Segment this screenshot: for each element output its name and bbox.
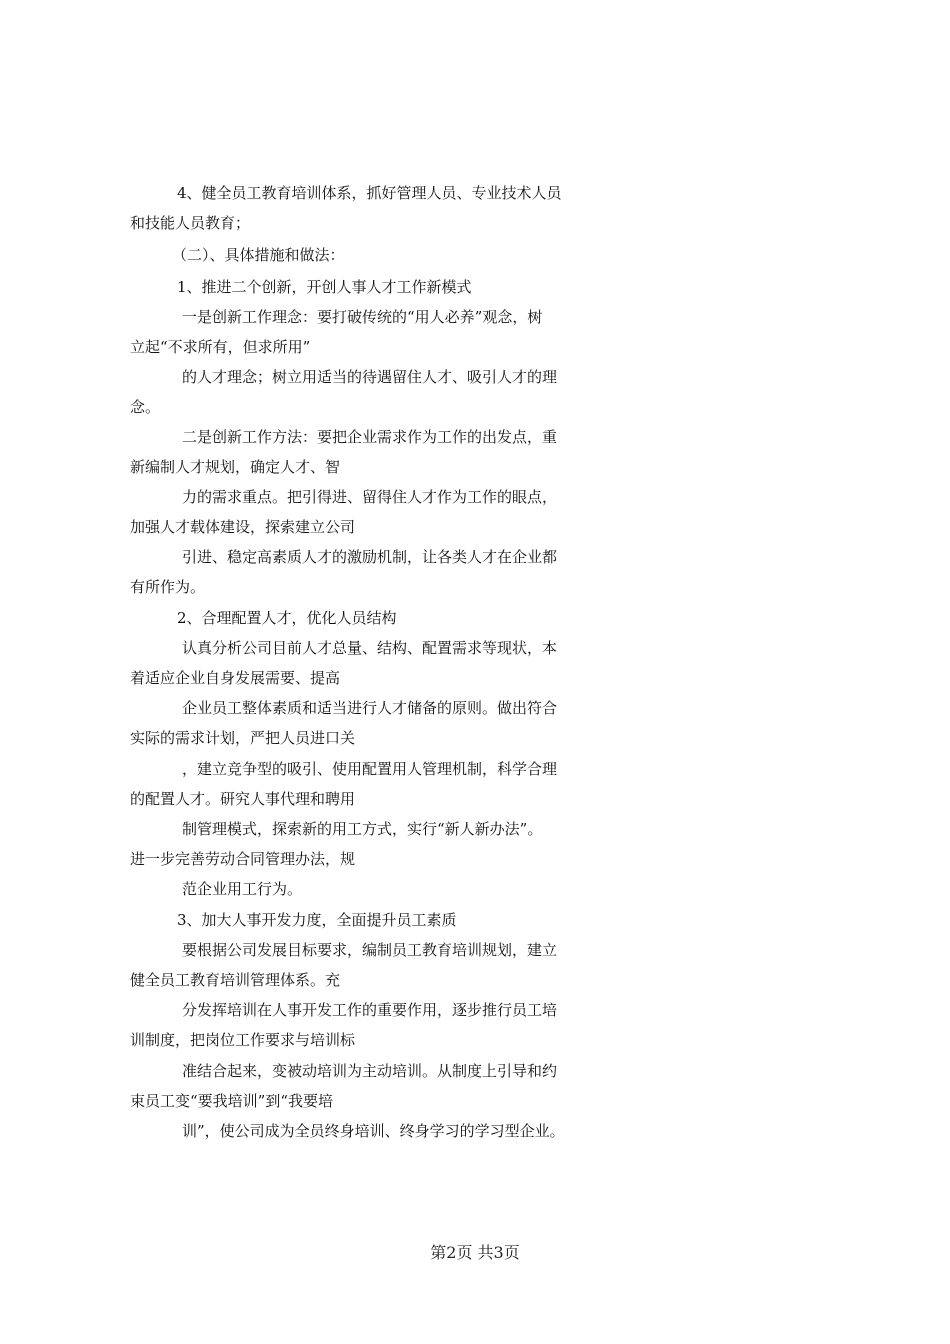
paragraph-line: 范企业用工行为。 [182,880,303,898]
paragraph-line: 准结合起来，变被动培训为主动培训。从制度上引导和约 [182,1062,558,1080]
paragraph-line: 4、健全员工教育培训体系，抓好管理人员、专业技术人员 [177,184,562,202]
paragraph-line: 的配置人才。研究人事代理和聘用 [130,790,356,808]
paragraph-line: 企业员工整体素质和适当进行人才储备的原则。做出符合 [182,699,558,717]
paragraph-line: 分发挥培训在人事开发工作的重要作用，逐步推行员工培 [182,1001,558,1019]
paragraph-line: 一是创新工作理念：要打破传统的“用人必养”观念，树 [182,308,543,326]
paragraph-line: 实际的需求计划，严把人员进口关 [130,729,356,747]
paragraph-line: 束员工变“要我培训”到“我要培 [130,1092,334,1110]
subsection-heading: 2、合理配置人才，优化人员结构 [177,609,397,627]
paragraph-line: 念。 [130,398,161,416]
paragraph-line: 力的需求重点。把引得进、留得住人才作为工作的眼点， [182,488,558,506]
paragraph-line: 和技能人员教育； [130,214,251,232]
paragraph-line: 着适应企业自身发展需要、提高 [130,669,341,687]
paragraph-line: 有所作为。 [130,578,206,596]
subsection-heading: 3、加大人事开发力度，全面提升员工素质 [177,911,457,929]
paragraph-line: 训制度，把岗位工作要求与培训标 [130,1031,356,1049]
paragraph-line: 进一步完善劳动合同管理办法，规 [130,850,356,868]
section-heading: （二）、具体措施和做法： [172,246,345,264]
paragraph-line: 健全员工教育培训管理体系。充 [130,971,341,989]
paragraph-line: 加强人才载体建设，探索建立公司 [130,518,356,536]
paragraph-line: 训”，使公司成为全员终身培训、终身学习的学习型企业。 [182,1122,565,1140]
paragraph-line: 要根据公司发展目标要求，编制员工教育培训规划，建立 [182,941,558,959]
paragraph-line: 立起“不求所有，但求所用” [130,338,311,356]
subsection-heading: 1、推进二个创新，开创人事人才工作新模式 [177,278,472,296]
paragraph-line: 二是创新工作方法：要把企业需求作为工作的出发点，重 [182,428,558,446]
paragraph-line: 认真分析公司目前人才总量、结构、配置需求等现状，本 [182,639,558,657]
paragraph-line: ，建立竞争型的吸引、使用配置用人管理机制，科学合理 [182,760,558,778]
paragraph-line: 新编制人才规划，确定人才、智 [130,458,341,476]
paragraph-line: 引进、稳定高素质人才的激励机制，让各类人才在企业都 [182,548,558,566]
paragraph-line: 的人才理念；树立用适当的待遇留住人才、吸引人才的理 [182,368,558,386]
page-number-footer: 第2页 共3页 [430,1243,520,1262]
paragraph-line: 制管理模式，探索新的用工方式，实行“新人新办法”。 [182,820,543,838]
